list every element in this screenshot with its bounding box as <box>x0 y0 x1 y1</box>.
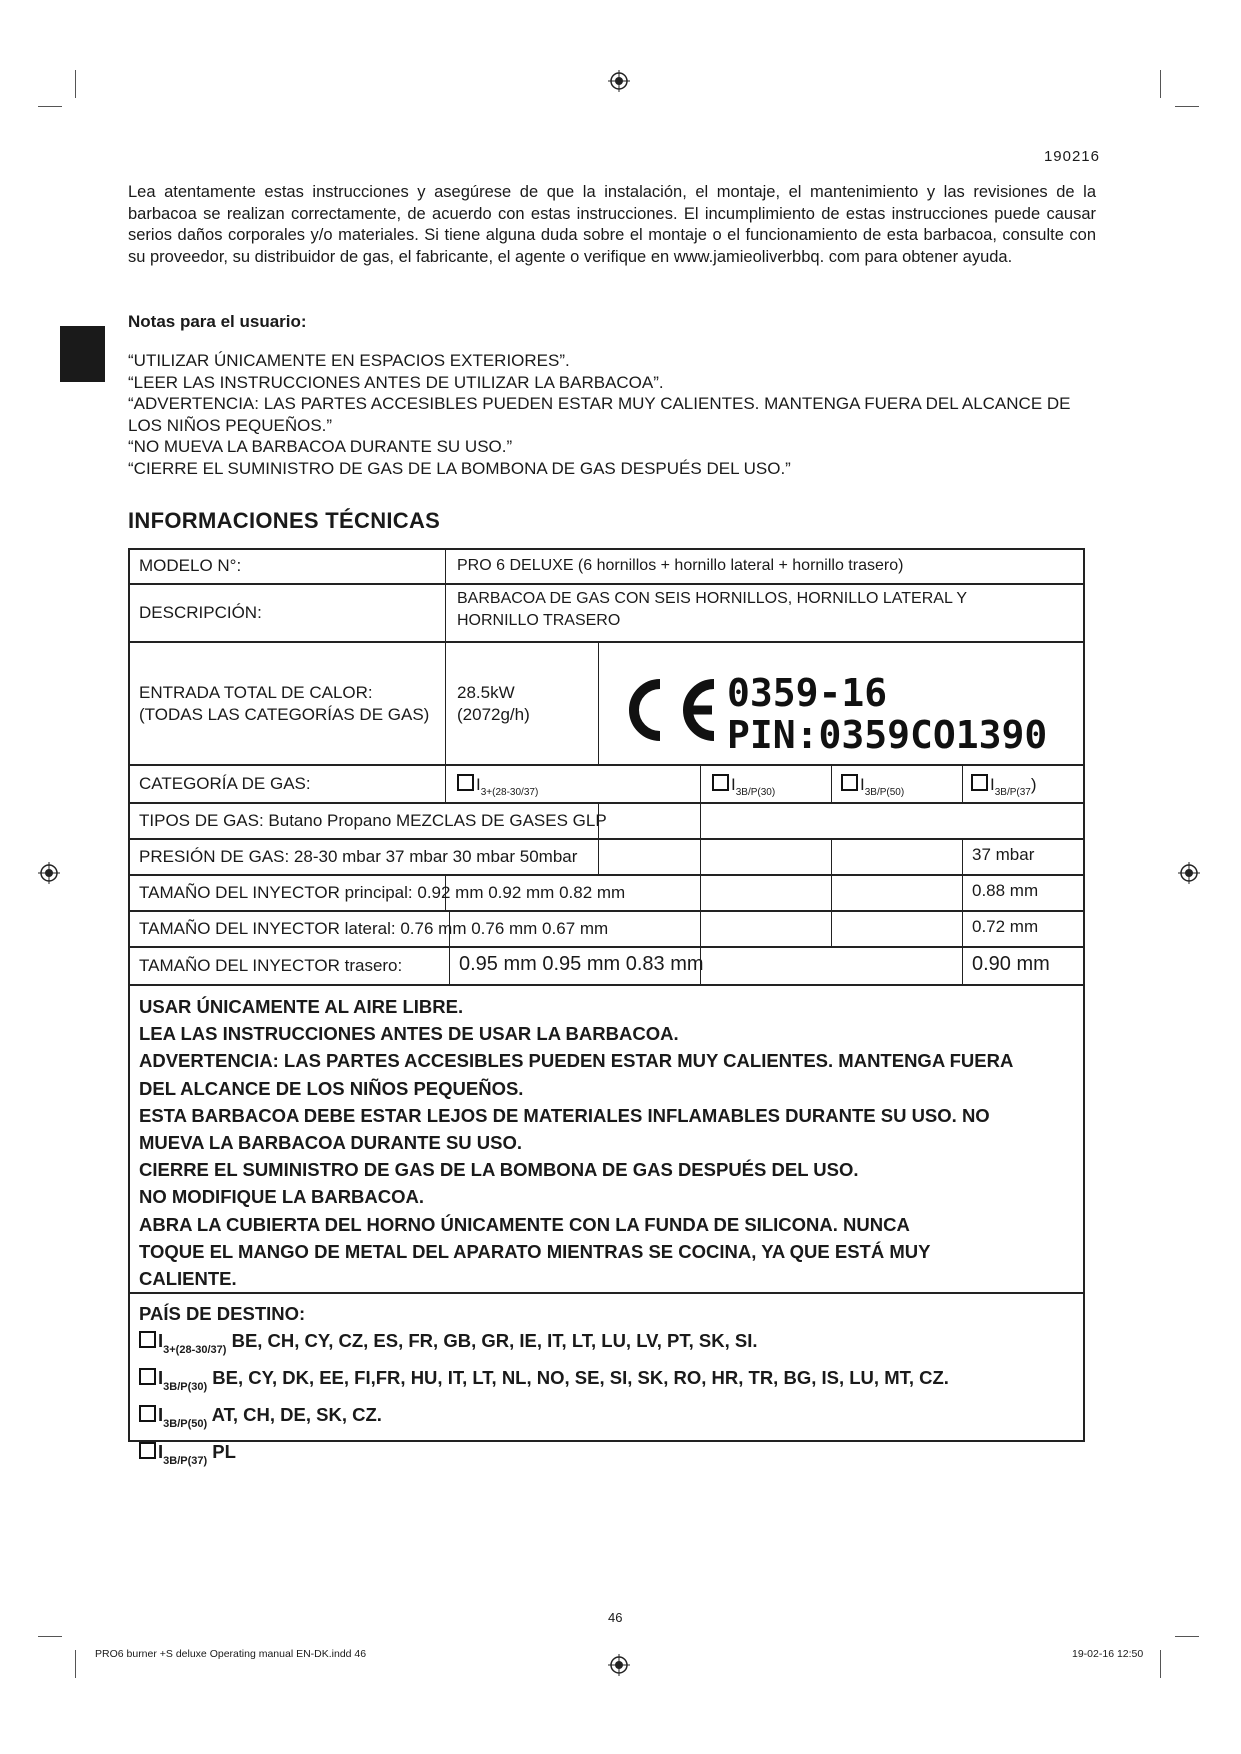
warning-line: MUEVA LA BARBACOA DURANTE SU USO. <box>139 1132 523 1154</box>
col-divider <box>445 764 446 802</box>
crop-mark <box>38 106 62 107</box>
col-divider <box>962 764 963 802</box>
footer-filename: PRO6 burner +S deluxe Operating manual EN-DK.indd 46 <box>95 1648 367 1660</box>
note-line: “LEER LAS INSTRUCCIONES ANTES DE UTILIZAR LA BARBACOA”. <box>128 372 664 392</box>
warning-block <box>139 993 1013 1292</box>
note-line: “UTILIZAR ÚNICAMENTE EN ESPACIOS EXTERIORES”. <box>128 351 570 370</box>
checkbox-icon <box>139 1331 156 1348</box>
gas-category-option: $I_{3B/P(50)}$ <box>841 774 904 798</box>
destination-block <box>139 1300 949 1475</box>
col-divider <box>598 641 599 764</box>
note-line: “NO MUEVA LA BARBACOA DURANTE SU USO.” <box>128 437 513 457</box>
crop-mark <box>1175 1636 1199 1637</box>
ce-mark-icon <box>616 674 720 746</box>
col-divider <box>962 838 963 984</box>
footer-timestamp: 19-02-16 12:50 <box>1072 1648 1144 1660</box>
row-divider <box>128 583 1085 585</box>
side-injector-last: 0.72 mm <box>972 917 1039 936</box>
heat-input-value: 28.5kW <box>457 683 515 702</box>
warning-line: ADVERTENCIA: LAS PARTES ACCESIBLES PUEDEN ESTAR MUY CALIENTES. MANTENGA FUERA <box>139 1050 1014 1072</box>
section-tab-marker <box>60 326 105 382</box>
row-divider <box>128 946 1085 948</box>
crop-mark <box>75 70 76 98</box>
technical-info-table <box>128 548 1085 1467</box>
row-divider <box>128 1292 1085 1294</box>
destination-row: $I_{3B/P(50)}$ AT, CH, DE, SK, CZ. <box>139 1401 949 1438</box>
heat-input-value: (2072g/h) <box>457 705 530 724</box>
notes-title: Notas para el usuario: <box>128 312 307 331</box>
main-injector-last: 0.88 mm <box>972 881 1039 900</box>
user-notes <box>128 350 1118 480</box>
model-value: PRO 6 DELUXE (6 hornillos + hornillo lateral + hornillo trasero) <box>457 557 904 574</box>
section-title: INFORMACIONES TÉCNICAS <box>128 508 441 533</box>
checkbox-icon <box>139 1405 156 1422</box>
warning-line: DEL ALCANCE DE LOS NIÑOS PEQUEÑOS. <box>139 1077 524 1099</box>
intro-paragraph: Lea atentamente estas instrucciones y asegúrese de que la instalación, el montaje, el mantenimiento y las revisiones de la barbacoa se realizan correctamente, de acuerdo con estas instrucciones. El incumplimiento de estas instrucciones puede causar serios daños corporales y/o materiales. Si tiene alguna duda sobre el montaje o el funcionamiento de esta barbacoa, consulte con su proveedor, su distribuidor de gas, el fabricante, el agente o verifique en www.jamieoliverbbq. com para obtener ayuda. <box>128 183 1096 266</box>
gas-category-label: CATEGORÍA DE GAS: <box>139 774 311 793</box>
destination-row: $I_{3B/P(30)}$ BE, CY, DK, EE, FI,FR, HU, IT, LT, NL, NO, SE, SI, SK, RO, HR, TR, BG, IS, LU, MT, CZ. <box>139 1364 949 1401</box>
warning-line: CIERRE EL SUMINISTRO DE GAS DE LA BOMBONA DE GAS DESPUÉS DEL USO. <box>139 1159 859 1181</box>
col-divider <box>445 548 446 764</box>
checkbox-icon <box>139 1368 156 1385</box>
registration-mark-icon <box>38 862 60 884</box>
crop-mark <box>38 1636 62 1637</box>
heat-input-label: ENTRADA TOTAL DE CALOR: <box>139 683 373 702</box>
gas-pressure: PRESIÓN DE GAS: 28-30 mbar 37 mbar 30 mbar 50mbar <box>139 847 578 866</box>
side-injector-size: TAMAÑO DEL INYECTOR lateral: 0.76 mm 0.76 mm 0.67 mm <box>139 919 609 938</box>
note-line: LOS NIÑOS PEQUEÑOS.” <box>128 415 333 435</box>
ce-notified-body: 0359-16 <box>727 671 888 715</box>
crop-mark <box>1160 1650 1161 1678</box>
destination-row: $I_{3+(28-30/37)}$ BE, CH, CY, CZ, ES, FR, GB, GR, IE, IT, LT, LU, LV, PT, SK, SI. <box>139 1327 949 1364</box>
gas-types: TIPOS DE GAS: Butano Propano MEZCLAS DE GASES GLP <box>139 811 607 830</box>
heat-input-label: (TODAS LAS CATEGORÍAS DE GAS) <box>139 705 430 724</box>
ce-marking <box>604 664 1084 757</box>
row-divider <box>128 641 1085 643</box>
col-divider <box>449 946 450 984</box>
warning-line: ESTA BARBACOA DEBE ESTAR LEJOS DE MATERIALES INFLAMABLES DURANTE SU USO. NO <box>139 1104 990 1126</box>
destination-title: PAÍS DE DESTINO: <box>139 1303 306 1324</box>
row-divider <box>128 874 1085 876</box>
rear-injector-label: TAMAÑO DEL INYECTOR trasero: <box>139 956 403 975</box>
table-border <box>128 548 1085 550</box>
warning-line: NO MODIFIQUE LA BARBACOA. <box>139 1186 425 1208</box>
warning-line: CALIENTE. <box>139 1268 237 1290</box>
main-injector-size: TAMAÑO DEL INYECTOR principal: 0.92 mm 0.92 mm 0.82 mm <box>139 883 626 902</box>
registration-mark-icon <box>608 70 630 92</box>
registration-mark-icon <box>1178 862 1200 884</box>
table-border <box>128 548 130 1442</box>
col-divider <box>700 764 701 946</box>
checkbox-icon <box>139 1442 156 1459</box>
col-divider <box>831 764 832 802</box>
model-label: MODELO N°: <box>139 556 242 575</box>
note-line: “ADVERTENCIA: LAS PARTES ACCESIBLES PUEDEN ESTAR MUY CALIENTES. MANTENGA FUERA DEL ALCANCE DE <box>128 394 1071 414</box>
note-line: “CIERRE EL SUMINISTRO DE GAS DE LA BOMBONA DE GAS DESPUÉS DEL USO.” <box>128 458 791 478</box>
gas-pressure-last: 37 mbar <box>972 845 1035 864</box>
crop-mark <box>1175 106 1199 107</box>
crop-mark <box>75 1650 76 1678</box>
checkbox-icon <box>457 774 474 791</box>
rear-injector-values: 0.95 mm 0.95 mm 0.83 mm <box>459 953 704 975</box>
ce-pin: PIN:0359CO1390 <box>727 713 1048 757</box>
crop-mark <box>1160 70 1161 98</box>
row-divider <box>128 764 1085 766</box>
col-divider <box>598 838 599 874</box>
gas-category-option: $I_{3B/P(37}$) <box>971 774 1037 798</box>
gas-category-option: $I_{3B/P(30)}$ <box>712 774 775 798</box>
col-divider <box>831 838 832 946</box>
row-divider <box>128 838 1085 840</box>
row-divider <box>128 910 1085 912</box>
warning-line: ABRA LA CUBIERTA DEL HORNO ÚNICAMENTE CON LA FUNDA DE SILICONA. NUNCA <box>139 1213 910 1235</box>
warning-line: USAR ÚNICAMENTE AL AIRE LIBRE. <box>139 996 464 1017</box>
description-label: DESCRIPCIÓN: <box>139 603 262 622</box>
row-divider <box>128 802 1085 804</box>
checkbox-icon <box>971 774 988 791</box>
document-number: 190216 <box>1043 148 1100 165</box>
warning-line: LEA LAS INSTRUCCIONES ANTES DE USAR LA BARBACOA. <box>139 1023 679 1045</box>
ce-code <box>727 672 1047 756</box>
page-number: 46 <box>608 1610 623 1625</box>
checkbox-icon <box>841 774 858 791</box>
description-value: BARBACOA DE GAS CON SEIS HORNILLOS, HORNILLO LATERAL Y <box>457 590 968 607</box>
registration-mark-icon <box>608 1654 630 1676</box>
destination-row: $I_{3B/P(37)}$ PL <box>139 1438 949 1475</box>
warning-line: TOQUE EL MANGO DE METAL DEL APARATO MIENTRAS SE COCINA, YA QUE ESTÁ MUY <box>139 1240 931 1262</box>
description-value: HORNILLO TRASERO <box>457 612 621 629</box>
rear-injector-last: 0.90 mm <box>972 953 1050 975</box>
gas-category-option: $I_{3+(28-30/37)}$ <box>457 774 538 798</box>
checkbox-icon <box>712 774 729 791</box>
row-divider <box>128 984 1085 986</box>
